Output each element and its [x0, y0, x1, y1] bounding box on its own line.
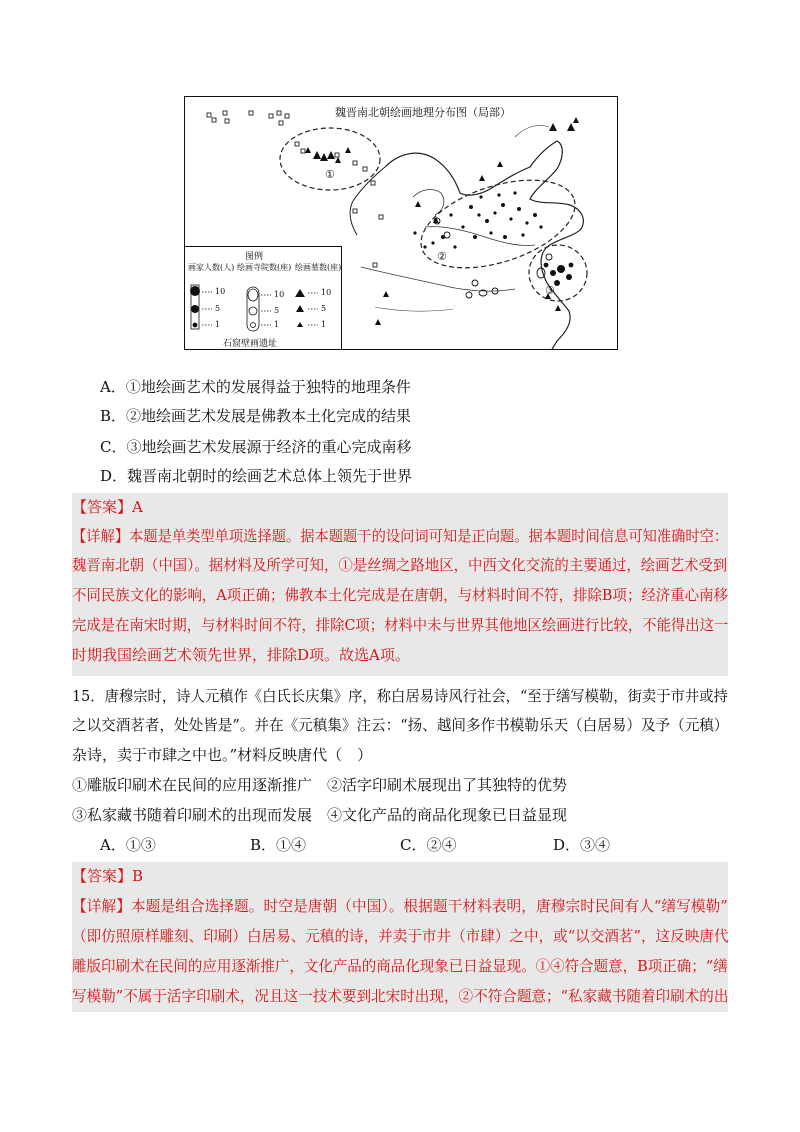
region-label-1: ①	[325, 168, 335, 181]
q15-detail-line: 【详解】本题是组合选择题。时空是唐朝（中国）。根据题干材料表明，唐穆宗时民间有人“缮写模勒”	[72, 897, 728, 915]
q15-answer-box	[72, 862, 728, 1012]
legend-tomb-1: 1	[321, 320, 327, 329]
map-legend	[185, 246, 342, 350]
painter-markers	[207, 111, 383, 267]
region-3-outline	[529, 245, 587, 301]
q14-detail-line: 不同民族文化的影响，A项正确；佛教本土化完成是在唐朝，与材料时间不符，排除B项；经济重心南移	[72, 586, 728, 604]
q15-detail-line: 雕版印刷术在民间的应用逐渐推广，文化产品的商品化现象已日益显现。①④符合题意，B项正确；“缮	[72, 957, 728, 975]
legend-header-temples: 绘画寺院数(座)	[237, 263, 292, 272]
river-line	[361, 267, 515, 291]
river-line	[375, 307, 453, 311]
legend-painter-1: 1	[215, 320, 221, 329]
q15-answer-label: 【答案】B	[72, 867, 144, 885]
legend-tomb-10: 10	[321, 288, 332, 297]
legend-tomb-5: 5	[321, 304, 327, 313]
q14-option-a: A．①地绘画艺术的发展得益于独特的地理条件	[100, 378, 411, 396]
q15-stem-line: 杂诗，卖于市肆之中也。”材料反映唐代（ ）	[72, 746, 373, 764]
q14-detail-line: 【详解】本题是单类型单项选择题。据本题题干的设问词可知是正向题。据本题时间信息可知准确时空：	[72, 527, 729, 545]
legend-title: 图例	[245, 252, 264, 262]
legend-footer: 石窟壁画遗址	[223, 339, 278, 349]
q15-choice-b: B．①④	[250, 836, 307, 854]
dot-markers	[413, 191, 573, 286]
q15-detail-line: （即仿照原样雕刻、印刷）白居易、元稹的诗，并卖于市井（市肆）之中，或“以交酒茗”，这反映唐代	[72, 927, 729, 945]
legend-temple-1: 1	[274, 320, 280, 329]
q15-stem-line: 15．唐穆宗时，诗人元稹作《白氏长庆集》序，称白居易诗风行社会，“至于缮写模勒，街卖于市井或持	[72, 687, 728, 705]
q15-choice-a: A．①③	[100, 836, 156, 854]
q14-option-c: C．③地绘画艺术发展源于经济的重心完成南移	[100, 438, 412, 456]
q14-option-b: B．②地绘画艺术发展是佛教本土化完成的结果	[100, 407, 412, 425]
legend-painter-10: 10	[215, 287, 226, 296]
legend-temple-5: 5	[274, 306, 280, 315]
q15-statement-line: ①雕版印刷术在民间的应用逐渐推广 ②活字印刷术展现出了其独特的优势	[72, 776, 568, 794]
river-line	[515, 125, 549, 137]
q15-detail-line: 写模勒”不属于活字印刷术，况且这一技术要到北宋时出现，②不符合题意；“私家藏书随着印刷术的出	[72, 987, 729, 1005]
q14-answer-label: 【答案】A	[72, 498, 143, 516]
legend-temple-10: 10	[274, 290, 285, 299]
region-label-2: ②	[437, 250, 447, 263]
q14-detail-line: 时期我国绘画艺术领先世界，排除D项。故选A项。	[72, 646, 410, 664]
temple-markers	[434, 218, 552, 298]
q14-answer-box	[72, 493, 728, 676]
q15-choice-c: C．②④	[400, 836, 457, 854]
map-figure	[184, 96, 618, 350]
legend-painter-5: 5	[215, 304, 221, 313]
legend-header-painters: 画家人数(人)	[188, 263, 235, 272]
map-title: 魏晋南北朝绘画地理分布图（局部）	[335, 106, 511, 119]
q14-detail-line: 魏晋南北朝（中国）。据材料及所学可知，①是丝绸之路地区，中西文化交流的主要通过，绘画艺术受到	[72, 556, 728, 574]
coastline	[350, 167, 385, 235]
q14-detail-line: 完成是在南宋时期，与材料时间不符，排除C项；材料中未与世界其他地区绘画进行比较，不能得出这一	[72, 616, 729, 634]
q15-stem-line: 之以交酒茗者，处处皆是”。并在《元稹集》注云：“扬、越间多作书模勒乐天（白居易）及予（元稹）	[72, 716, 729, 734]
q15-choice-d: D．③④	[553, 836, 611, 854]
region-label-3: ③	[545, 284, 555, 297]
legend-symbols	[185, 247, 341, 350]
q14-option-d: D．魏晋南北朝时的绘画艺术总体上领先于世界	[100, 467, 413, 485]
legend-header-tombs: 绘画墓数(座)	[295, 263, 342, 272]
q15-statement-line: ③私家藏书随着印刷术的出现而发展 ④文化产品的商品化现象已日益显现	[72, 806, 568, 824]
